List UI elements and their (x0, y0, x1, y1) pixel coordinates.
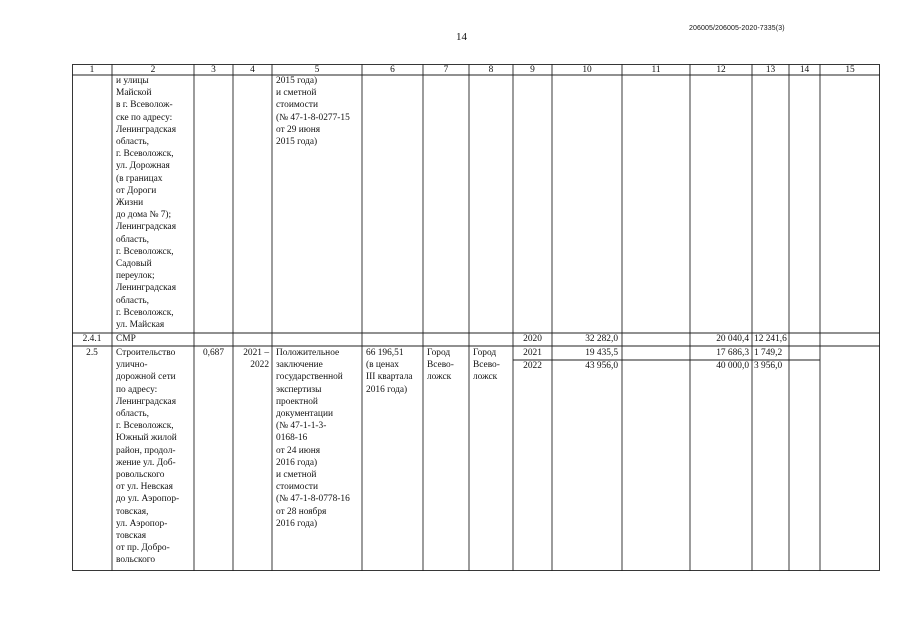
row-25-year-2021: 2021 (523, 348, 542, 358)
row-25-col10-2021: 19 435,5 (585, 348, 618, 358)
header-col-13: 13 (765, 65, 776, 75)
cont-row-object-text: и улицы Майской в г. Всеволож- ске по адресу: Ленинградская область, г. Всеволожск, ул. Дорожная (в границах от Дороги Жизни до дома № 7); Ленинградская область, г. Всеволожск, Садовый переулок; Ленинградская область, г. Всеволожск, ул. Майская (116, 76, 177, 331)
row-25-object-text: Строительство улично- дорожной сети по адресу: Ленинградская область, г. Всеволожск, Южный жилой район, продол- жение ул. Доб- ровольского от ул. Невская до ул. Аэропор- товская, ул. Аэропор- товская от пр. Добро- вольского (116, 348, 180, 566)
header-col-3: 3 (211, 65, 216, 75)
row-241-col12: 20 040,4 (716, 334, 749, 344)
header-col-2: 2 (150, 65, 156, 75)
row-25-col13-2021: 1 749,2 (754, 348, 783, 358)
header-col-12: 12 (716, 65, 726, 75)
row-25-city-a: Город Всево- ложск (427, 348, 454, 383)
row-241-name: СМР (116, 334, 136, 344)
row-25-col13-2022: 3 956,0 (754, 361, 783, 371)
header-col-1: 1 (89, 65, 95, 75)
row-25-year-2022: 2022 (523, 361, 542, 371)
header-col-11: 11 (651, 65, 661, 75)
header-col-10: 10 (582, 65, 592, 75)
header-col-7: 7 (443, 65, 449, 75)
row-25-col12-2021: 17 686,3 (716, 348, 749, 358)
row-25-cost: 66 196,51 (в ценах III квартала 2016 года) (366, 348, 413, 395)
row-241-number: 2.4.1 (82, 334, 102, 344)
row-25-period: 2021 – 2022 (243, 348, 269, 371)
document-code: 206005/206005-2020-7335(3) (689, 25, 785, 32)
row-241-year: 2020 (523, 334, 542, 344)
header-col-4: 4 (250, 65, 255, 75)
row-241-col10: 32 282,0 (585, 334, 618, 344)
row-25-number: 2.5 (86, 348, 98, 358)
row-25-col12-2022: 40 000,0 (716, 361, 749, 371)
header-col-15: 15 (845, 65, 855, 75)
row-25-city-b: Город Всево- ложск (473, 348, 500, 383)
header-col-5: 5 (314, 65, 320, 75)
page-number: 14 (456, 31, 467, 43)
header-col-6: 6 (390, 65, 395, 75)
table-grid (72, 64, 880, 571)
budget-table (72, 64, 880, 571)
header-col-9: 9 (530, 65, 535, 75)
row-25-length: 0,687 (202, 348, 225, 358)
row-25-doc-text: Положительное заключение государственной экспертизы проектной документации (№ 47-1-1-3- 0168-16 от 24 июня 2016 года) и сметной стоимости (№ 47-1-8-0778-16 от 28 ноября 2016 года) (276, 348, 350, 529)
header-col-8: 8 (488, 65, 494, 75)
row-241-col13: 12 241,6 (754, 334, 787, 344)
row-25-col10-2022: 43 956,0 (585, 361, 618, 371)
header-col-14: 14 (799, 65, 810, 75)
cont-row-doc-text: 2015 года) и сметной стоимости (№ 47-1-8-0277-15 от 29 июня 2015 года) (276, 76, 350, 148)
